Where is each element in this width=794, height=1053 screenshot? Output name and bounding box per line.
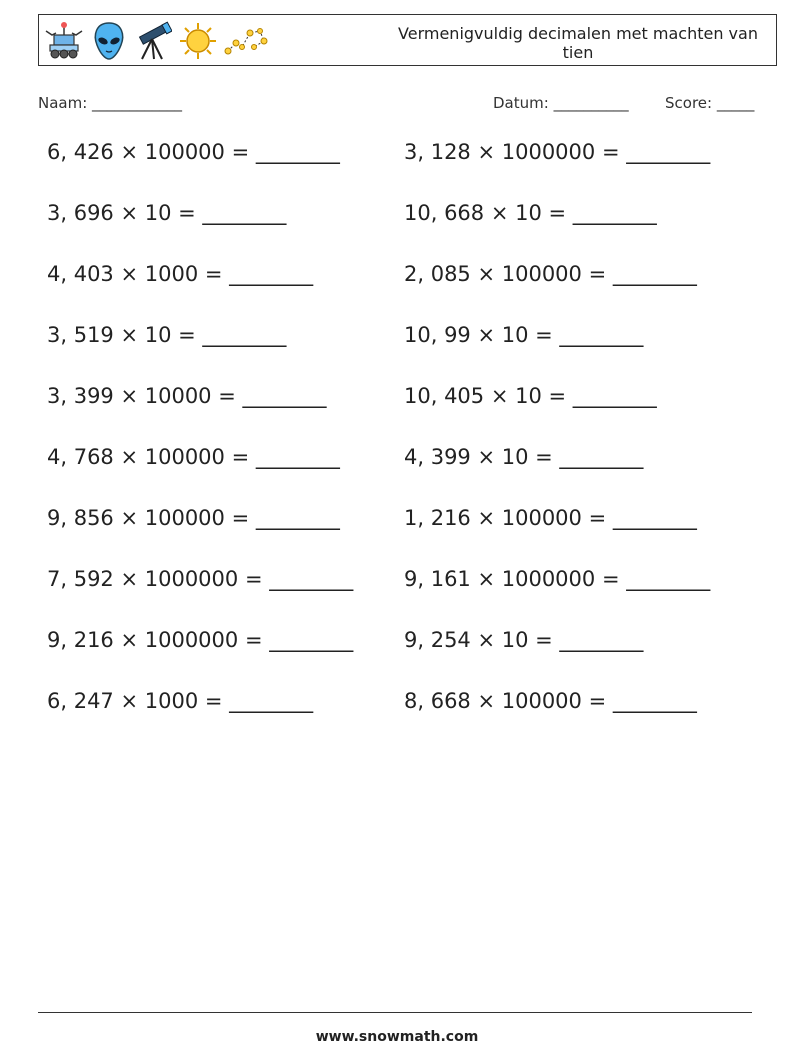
problem-item: 3, 696 × 10 = ________	[47, 201, 287, 225]
problem-item: 1, 216 × 100000 = ________	[404, 506, 697, 530]
worksheet-header	[38, 14, 777, 66]
problem-item: 2, 085 × 100000 = ________	[404, 262, 697, 286]
problem-row	[47, 140, 767, 180]
problem-row	[47, 201, 767, 241]
score-field: Score: _____	[665, 94, 755, 112]
problem-row	[47, 323, 767, 363]
problem-row	[47, 567, 767, 607]
problem-item: 4, 768 × 100000 = ________	[47, 445, 340, 469]
constellation-icon	[224, 21, 268, 61]
problem-item: 8, 668 × 100000 = ________	[404, 689, 697, 713]
problem-row	[47, 384, 767, 424]
problem-row	[47, 628, 767, 668]
problem-row	[47, 445, 767, 485]
date-field: Datum: __________	[493, 94, 629, 112]
problem-item: 3, 399 × 10000 = ________	[47, 384, 327, 408]
problem-item: 9, 216 × 1000000 = ________	[47, 628, 354, 652]
problem-item: 10, 99 × 10 = ________	[404, 323, 644, 347]
problem-item: 7, 592 × 1000000 = ________	[47, 567, 354, 591]
problem-item: 6, 247 × 1000 = ________	[47, 689, 314, 713]
worksheet-title: Vermenigvuldig decimalen met machten van tien	[398, 24, 758, 62]
header-icons	[42, 20, 268, 62]
alien-head-icon	[92, 21, 126, 61]
problem-item: 10, 668 × 10 = ________	[404, 201, 657, 225]
problem-item: 9, 254 × 10 = ________	[404, 628, 644, 652]
robot-rover-icon	[42, 21, 86, 61]
problem-row	[47, 506, 767, 546]
telescope-icon	[132, 21, 172, 61]
problem-item: 9, 161 × 1000000 = ________	[404, 567, 711, 591]
sun-icon	[178, 21, 218, 61]
problem-item: 6, 426 × 100000 = ________	[47, 140, 340, 164]
problem-row	[47, 262, 767, 302]
problem-row	[47, 689, 767, 729]
problem-item: 10, 405 × 10 = ________	[404, 384, 657, 408]
footer-website: www.snowmath.com	[315, 1029, 479, 1045]
problem-item: 3, 128 × 1000000 = ________	[404, 140, 711, 164]
footer-divider	[38, 1012, 752, 1013]
name-field: Naam: ____________	[38, 94, 183, 112]
problem-item: 4, 399 × 10 = ________	[404, 445, 644, 469]
problem-item: 9, 856 × 100000 = ________	[47, 506, 340, 530]
problem-item: 4, 403 × 1000 = ________	[47, 262, 314, 286]
problem-item: 3, 519 × 10 = ________	[47, 323, 287, 347]
